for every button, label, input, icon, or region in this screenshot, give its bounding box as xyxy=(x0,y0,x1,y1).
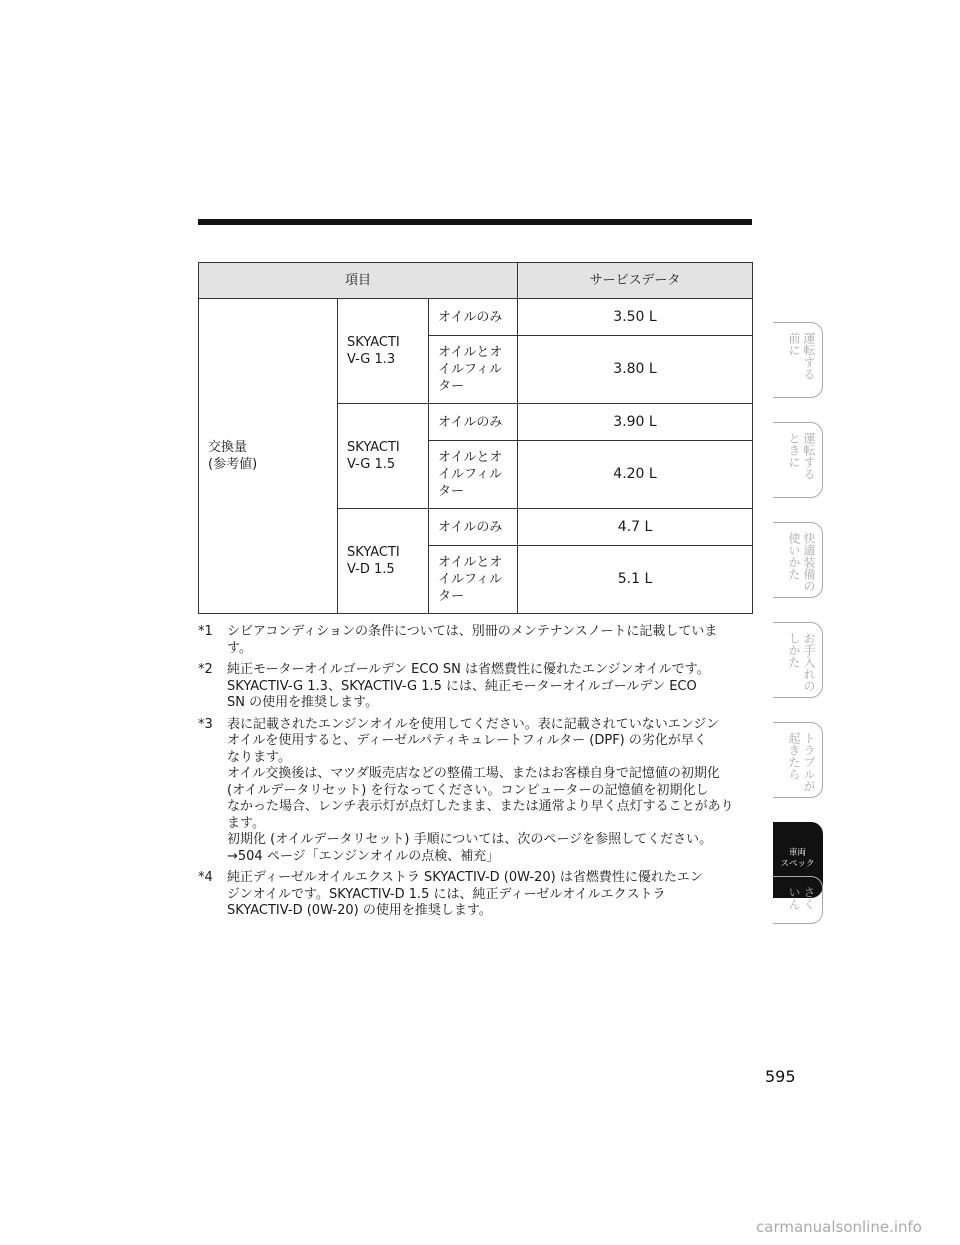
capacity-value: 3.90 L xyxy=(518,404,753,441)
page-number: 595 xyxy=(765,1067,796,1086)
tab-label: 運転する ときに xyxy=(787,432,816,480)
tab-troubleshooting[interactable] xyxy=(773,722,823,798)
tab-index[interactable] xyxy=(773,876,823,924)
footnote-text: シビアコンディションの条件については、別冊のメンテナンスノートに記載していま す。 xyxy=(227,624,718,656)
footnote-mark: *2 xyxy=(198,662,213,677)
tab-label: 車両 スペック xyxy=(780,848,815,869)
tab-label: さく いん xyxy=(787,886,816,910)
footnote xyxy=(198,662,758,712)
engine-label: SKYACTI V-G 1.5 xyxy=(338,404,429,509)
tab-label: お手入れの しかた xyxy=(787,632,816,692)
capacity-value: 3.80 L xyxy=(518,336,753,404)
footnote-mark: *3 xyxy=(198,716,213,732)
tab-label: 運転する 前に xyxy=(787,332,816,380)
oil-type: オイルのみ xyxy=(429,404,518,441)
top-rule xyxy=(198,219,752,225)
header-service-data: サービスデータ xyxy=(518,263,753,299)
tab-before-driving[interactable] xyxy=(773,322,823,398)
table-row xyxy=(199,299,753,336)
item-label: 交換量 (参考値) xyxy=(199,299,338,614)
footnote xyxy=(198,717,758,866)
footnote xyxy=(198,624,758,657)
tab-comfort-equipment[interactable] xyxy=(773,522,823,598)
footnote-text: 純正ディーゼルオイルエクストラ SKYACTIV-D (0W-20) は省燃費性に優れたエン ジンオイルです。SKYACTIV-D 1.5 には、純正ディーゼルオイルエクストラ SKYACTIV-D (0W-20) の使用を推奨します。 xyxy=(227,870,703,918)
tab-maintenance[interactable] xyxy=(773,622,823,698)
capacity-value: 5.1 L xyxy=(518,546,753,614)
watermark: carmanualsonline.info xyxy=(756,1218,922,1236)
footnote-text: 純正モーターオイルゴールデン ECO SN は省燃費性に優れたエンジンオイルです。 SKYACTIV-G 1.3、SKYACTIV-G 1.5 には、純正モーターオイルゴールデン ECO SN の使用を推奨します。 xyxy=(227,662,710,710)
header-item: 項目 xyxy=(199,263,518,299)
engine-label: SKYACTI V-D 1.5 xyxy=(338,509,429,614)
tab-while-driving[interactable] xyxy=(773,422,823,498)
oil-type: オイルとオ イルフィル ター xyxy=(429,336,518,404)
footnotes xyxy=(198,624,758,925)
capacity-value: 4.7 L xyxy=(518,509,753,546)
oil-type: オイルのみ xyxy=(429,299,518,336)
tab-label: トラブルが 起きたら xyxy=(787,732,816,792)
capacity-value: 3.50 L xyxy=(518,299,753,336)
capacity-value: 4.20 L xyxy=(518,441,753,509)
footnote xyxy=(198,870,758,920)
oil-type: オイルとオ イルフィル ター xyxy=(429,546,518,614)
tab-label: 快適装備の 使いかた xyxy=(787,532,816,592)
footnote-mark: *1 xyxy=(198,624,213,639)
footnote-text: 表に記載されたエンジンオイルを使用してください。表に記載されていないエンジン オイルを使用すると、ディーゼルパティキュレートフィルター (DPF) の劣化が早く なります。 オイル交換後は、マツダ販売店などの整備工場、またはお客様自身で記憶値の初期化 (オイルデータリセット) を行なってください。コンピューターの記憶値を初期化し なかった場合、レンチ表示灯が点灯したまま、または通常より早く点灯することがあり ます。 初期化 (オイルデータリセット) 手順については、次のページを参照してください。 →504 ページ「エンジンオイルの点検、補充」 xyxy=(227,716,734,864)
oil-type: オイルとオ イルフィル ター xyxy=(429,441,518,509)
table-header-row xyxy=(199,263,753,299)
oil-type: オイルのみ xyxy=(429,509,518,546)
engine-label: SKYACTI V-G 1.3 xyxy=(338,299,429,404)
oil-capacity-table xyxy=(198,262,753,614)
footnote-mark: *4 xyxy=(198,870,213,885)
